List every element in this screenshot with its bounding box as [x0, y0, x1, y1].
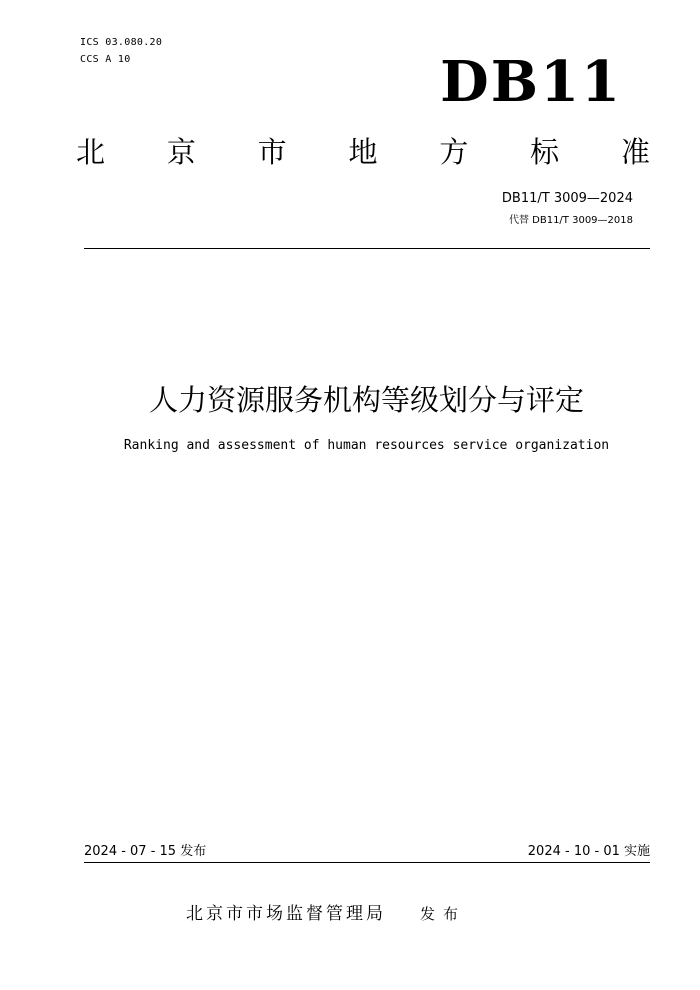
standard-number: DB11/T 3009—2024	[501, 191, 633, 206]
footer-divider	[84, 862, 650, 863]
standard-type-heading	[76, 132, 650, 172]
ics-code: ICS 03.080.20	[80, 37, 163, 48]
header-divider	[84, 248, 650, 249]
document-title-chinese: 人力资源服务机构等级划分与评定	[148, 383, 584, 417]
db-logo: DB11	[440, 49, 622, 115]
implement-date: 2024 - 10 - 01 实施	[527, 844, 650, 859]
standard-type-char: 地	[348, 135, 378, 169]
standard-type-char: 方	[439, 135, 469, 169]
ccs-code: CCS A 10	[80, 54, 131, 65]
date-row	[84, 843, 650, 861]
issue-action: 发布	[420, 905, 467, 923]
standard-type-char: 京	[166, 135, 196, 169]
standard-type-char: 准	[620, 135, 650, 169]
standard-type-char: 市	[257, 135, 287, 169]
replaces-standard: 代替 DB11/T 3009—2018	[508, 215, 633, 226]
standard-type-char: 北	[76, 135, 106, 169]
issuer-name: 北京市市场监督管理局	[186, 904, 386, 924]
publish-date: 2024 - 07 - 15 发布	[84, 844, 207, 859]
issuer-row	[186, 902, 466, 926]
standard-type-char: 标	[530, 135, 560, 169]
document-title-english: Ranking and assessment of human resources service organization	[123, 438, 610, 453]
